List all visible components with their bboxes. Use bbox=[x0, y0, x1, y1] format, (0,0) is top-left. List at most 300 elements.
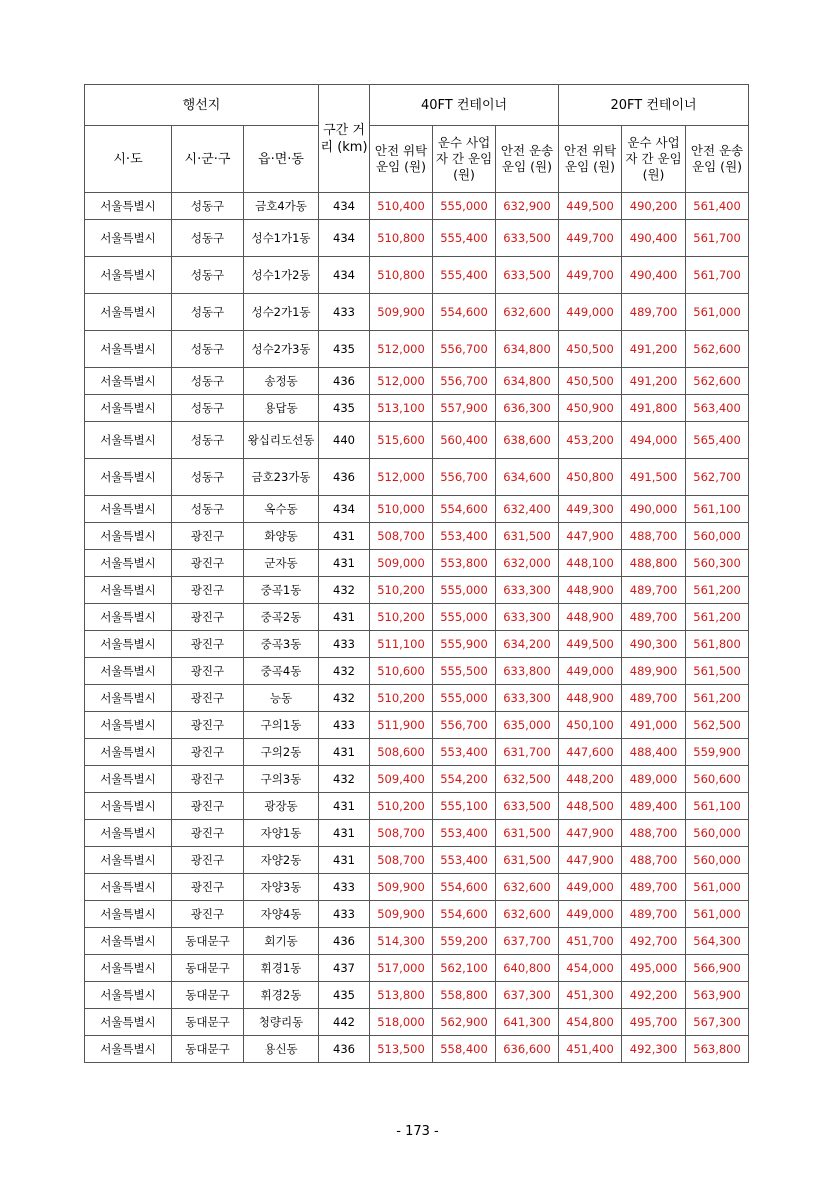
cell-dong: 능동 bbox=[244, 685, 319, 712]
cell-40ft-consign: 510,000 bbox=[370, 496, 433, 523]
cell-sido: 서울특별시 bbox=[85, 739, 172, 766]
cell-sido: 서울특별시 bbox=[85, 631, 172, 658]
cell-dong: 청량리동 bbox=[244, 1009, 319, 1036]
cell-20ft-carrier: 491,200 bbox=[622, 331, 686, 368]
cell-40ft-carrier: 555,900 bbox=[433, 631, 496, 658]
table-row bbox=[85, 685, 749, 712]
cell-20ft-consign: 447,900 bbox=[559, 847, 622, 874]
cell-distance: 432 bbox=[319, 685, 370, 712]
table-row bbox=[85, 395, 749, 422]
rate-table bbox=[84, 84, 749, 1063]
cell-40ft-carrier: 556,700 bbox=[433, 368, 496, 395]
cell-40ft-carrier: 556,700 bbox=[433, 712, 496, 739]
cell-40ft-carrier: 554,200 bbox=[433, 766, 496, 793]
header-40ft-consign: 안전 위탁 운임 (원) bbox=[370, 126, 433, 193]
cell-40ft-consign: 514,300 bbox=[370, 928, 433, 955]
cell-20ft-transport: 560,300 bbox=[686, 550, 749, 577]
cell-20ft-carrier: 489,400 bbox=[622, 793, 686, 820]
cell-sido: 서울특별시 bbox=[85, 955, 172, 982]
cell-20ft-transport: 561,200 bbox=[686, 685, 749, 712]
cell-40ft-transport: 641,300 bbox=[496, 1009, 559, 1036]
cell-40ft-transport: 634,800 bbox=[496, 331, 559, 368]
cell-20ft-consign: 449,300 bbox=[559, 496, 622, 523]
cell-40ft-consign: 510,600 bbox=[370, 658, 433, 685]
table-row bbox=[85, 496, 749, 523]
cell-sido: 서울특별시 bbox=[85, 422, 172, 459]
cell-20ft-consign: 451,400 bbox=[559, 1036, 622, 1063]
cell-sigungu: 광진구 bbox=[172, 766, 244, 793]
cell-sigungu: 성동구 bbox=[172, 395, 244, 422]
cell-40ft-consign: 513,800 bbox=[370, 982, 433, 1009]
cell-20ft-consign: 451,700 bbox=[559, 928, 622, 955]
cell-sigungu: 동대문구 bbox=[172, 928, 244, 955]
cell-20ft-carrier: 488,700 bbox=[622, 523, 686, 550]
cell-dong: 군자동 bbox=[244, 550, 319, 577]
cell-dong: 금호4가동 bbox=[244, 193, 319, 220]
cell-20ft-carrier: 488,700 bbox=[622, 820, 686, 847]
cell-sigungu: 광진구 bbox=[172, 577, 244, 604]
cell-sigungu: 성동구 bbox=[172, 459, 244, 496]
cell-sigungu: 광진구 bbox=[172, 847, 244, 874]
cell-sigungu: 광진구 bbox=[172, 793, 244, 820]
cell-20ft-transport: 561,500 bbox=[686, 658, 749, 685]
cell-40ft-transport: 636,600 bbox=[496, 1036, 559, 1063]
table-row bbox=[85, 257, 749, 294]
cell-dong: 회기동 bbox=[244, 928, 319, 955]
cell-40ft-consign: 510,400 bbox=[370, 193, 433, 220]
cell-40ft-consign: 510,800 bbox=[370, 220, 433, 257]
cell-20ft-consign: 448,500 bbox=[559, 793, 622, 820]
cell-sido: 서울특별시 bbox=[85, 982, 172, 1009]
table-row bbox=[85, 982, 749, 1009]
cell-sido: 서울특별시 bbox=[85, 793, 172, 820]
cell-20ft-transport: 562,600 bbox=[686, 331, 749, 368]
cell-20ft-carrier: 490,300 bbox=[622, 631, 686, 658]
table-row bbox=[85, 766, 749, 793]
cell-dong: 왕십리도선동 bbox=[244, 422, 319, 459]
cell-20ft-carrier: 491,200 bbox=[622, 368, 686, 395]
cell-20ft-transport: 561,700 bbox=[686, 220, 749, 257]
cell-40ft-transport: 632,600 bbox=[496, 294, 559, 331]
cell-40ft-transport: 633,500 bbox=[496, 220, 559, 257]
cell-20ft-carrier: 488,700 bbox=[622, 847, 686, 874]
table-row bbox=[85, 577, 749, 604]
cell-distance: 433 bbox=[319, 712, 370, 739]
cell-40ft-transport: 631,700 bbox=[496, 739, 559, 766]
cell-20ft-transport: 559,900 bbox=[686, 739, 749, 766]
cell-sigungu: 성동구 bbox=[172, 193, 244, 220]
cell-40ft-transport: 640,800 bbox=[496, 955, 559, 982]
cell-40ft-consign: 512,000 bbox=[370, 459, 433, 496]
cell-dong: 송정동 bbox=[244, 368, 319, 395]
cell-distance: 440 bbox=[319, 422, 370, 459]
cell-40ft-consign: 508,600 bbox=[370, 739, 433, 766]
cell-40ft-transport: 637,700 bbox=[496, 928, 559, 955]
table-row bbox=[85, 820, 749, 847]
header-20ft-carrier: 운수 사업자 간 운임 (원) bbox=[622, 126, 686, 193]
cell-20ft-transport: 564,300 bbox=[686, 928, 749, 955]
cell-40ft-carrier: 557,900 bbox=[433, 395, 496, 422]
cell-sido: 서울특별시 bbox=[85, 658, 172, 685]
table-row bbox=[85, 1009, 749, 1036]
cell-sido: 서울특별시 bbox=[85, 523, 172, 550]
cell-dong: 자양2동 bbox=[244, 847, 319, 874]
cell-20ft-carrier: 489,700 bbox=[622, 294, 686, 331]
cell-sido: 서울특별시 bbox=[85, 395, 172, 422]
cell-distance: 436 bbox=[319, 459, 370, 496]
cell-20ft-consign: 450,100 bbox=[559, 712, 622, 739]
cell-distance: 435 bbox=[319, 982, 370, 1009]
cell-dong: 용신동 bbox=[244, 1036, 319, 1063]
cell-distance: 431 bbox=[319, 793, 370, 820]
cell-20ft-consign: 449,500 bbox=[559, 631, 622, 658]
cell-40ft-consign: 510,200 bbox=[370, 577, 433, 604]
cell-sigungu: 광진구 bbox=[172, 604, 244, 631]
cell-40ft-transport: 632,500 bbox=[496, 766, 559, 793]
table-row bbox=[85, 793, 749, 820]
cell-20ft-consign: 449,000 bbox=[559, 874, 622, 901]
cell-20ft-transport: 563,400 bbox=[686, 395, 749, 422]
cell-sido: 서울특별시 bbox=[85, 901, 172, 928]
cell-40ft-carrier: 562,900 bbox=[433, 1009, 496, 1036]
cell-sigungu: 광진구 bbox=[172, 820, 244, 847]
cell-40ft-consign: 512,000 bbox=[370, 368, 433, 395]
cell-40ft-consign: 511,900 bbox=[370, 712, 433, 739]
cell-40ft-consign: 508,700 bbox=[370, 820, 433, 847]
cell-distance: 433 bbox=[319, 874, 370, 901]
table-row bbox=[85, 459, 749, 496]
header-20ft-consign: 안전 위탁 운임 (원) bbox=[559, 126, 622, 193]
cell-20ft-transport: 561,100 bbox=[686, 496, 749, 523]
cell-40ft-transport: 638,600 bbox=[496, 422, 559, 459]
cell-40ft-consign: 518,000 bbox=[370, 1009, 433, 1036]
cell-40ft-consign: 510,800 bbox=[370, 257, 433, 294]
cell-40ft-carrier: 555,400 bbox=[433, 257, 496, 294]
cell-20ft-transport: 560,000 bbox=[686, 847, 749, 874]
cell-sido: 서울특별시 bbox=[85, 874, 172, 901]
cell-distance: 436 bbox=[319, 368, 370, 395]
cell-sido: 서울특별시 bbox=[85, 847, 172, 874]
cell-dong: 구의1동 bbox=[244, 712, 319, 739]
cell-dong: 성수2가1동 bbox=[244, 294, 319, 331]
header-sido: 시·도 bbox=[85, 126, 172, 193]
cell-20ft-consign: 448,900 bbox=[559, 577, 622, 604]
cell-sigungu: 광진구 bbox=[172, 523, 244, 550]
cell-sido: 서울특별시 bbox=[85, 496, 172, 523]
table-row bbox=[85, 294, 749, 331]
cell-20ft-carrier: 491,800 bbox=[622, 395, 686, 422]
cell-40ft-carrier: 554,600 bbox=[433, 901, 496, 928]
table-row bbox=[85, 331, 749, 368]
cell-distance: 436 bbox=[319, 1036, 370, 1063]
cell-distance: 433 bbox=[319, 901, 370, 928]
table-row bbox=[85, 847, 749, 874]
cell-20ft-consign: 449,500 bbox=[559, 193, 622, 220]
cell-40ft-carrier: 555,000 bbox=[433, 193, 496, 220]
cell-sido: 서울특별시 bbox=[85, 220, 172, 257]
cell-40ft-transport: 633,300 bbox=[496, 685, 559, 712]
cell-sigungu: 광진구 bbox=[172, 658, 244, 685]
cell-distance: 434 bbox=[319, 496, 370, 523]
cell-distance: 435 bbox=[319, 331, 370, 368]
cell-40ft-transport: 633,300 bbox=[496, 604, 559, 631]
header-40ft: 40FT 컨테이너 bbox=[370, 85, 559, 126]
cell-40ft-carrier: 553,400 bbox=[433, 847, 496, 874]
cell-distance: 433 bbox=[319, 294, 370, 331]
cell-20ft-carrier: 489,900 bbox=[622, 658, 686, 685]
cell-40ft-transport: 631,500 bbox=[496, 847, 559, 874]
cell-20ft-transport: 561,200 bbox=[686, 577, 749, 604]
cell-20ft-consign: 450,900 bbox=[559, 395, 622, 422]
cell-distance: 431 bbox=[319, 523, 370, 550]
cell-40ft-transport: 631,500 bbox=[496, 523, 559, 550]
cell-20ft-transport: 567,300 bbox=[686, 1009, 749, 1036]
cell-40ft-consign: 509,900 bbox=[370, 901, 433, 928]
cell-sigungu: 광진구 bbox=[172, 712, 244, 739]
table-row bbox=[85, 523, 749, 550]
cell-40ft-transport: 633,300 bbox=[496, 577, 559, 604]
cell-20ft-consign: 451,300 bbox=[559, 982, 622, 1009]
cell-20ft-consign: 447,600 bbox=[559, 739, 622, 766]
cell-40ft-carrier: 562,100 bbox=[433, 955, 496, 982]
cell-40ft-carrier: 555,000 bbox=[433, 685, 496, 712]
cell-20ft-transport: 561,700 bbox=[686, 257, 749, 294]
cell-sigungu: 성동구 bbox=[172, 331, 244, 368]
cell-40ft-consign: 510,200 bbox=[370, 685, 433, 712]
cell-20ft-consign: 450,500 bbox=[559, 368, 622, 395]
header-40ft-transport: 안전 운송 운임 (원) bbox=[496, 126, 559, 193]
cell-20ft-consign: 448,900 bbox=[559, 685, 622, 712]
table-row bbox=[85, 739, 749, 766]
cell-40ft-consign: 510,200 bbox=[370, 793, 433, 820]
table-row bbox=[85, 901, 749, 928]
cell-20ft-transport: 561,400 bbox=[686, 193, 749, 220]
cell-sido: 서울특별시 bbox=[85, 712, 172, 739]
cell-40ft-carrier: 555,500 bbox=[433, 658, 496, 685]
cell-20ft-transport: 562,500 bbox=[686, 712, 749, 739]
cell-40ft-consign: 509,400 bbox=[370, 766, 433, 793]
cell-distance: 431 bbox=[319, 604, 370, 631]
cell-dong: 휘경1동 bbox=[244, 955, 319, 982]
cell-40ft-consign: 508,700 bbox=[370, 847, 433, 874]
cell-sigungu: 성동구 bbox=[172, 368, 244, 395]
cell-distance: 432 bbox=[319, 766, 370, 793]
cell-20ft-carrier: 490,200 bbox=[622, 193, 686, 220]
cell-sido: 서울특별시 bbox=[85, 294, 172, 331]
cell-sigungu: 광진구 bbox=[172, 901, 244, 928]
cell-40ft-transport: 634,800 bbox=[496, 368, 559, 395]
cell-sido: 서울특별시 bbox=[85, 604, 172, 631]
cell-dong: 구의2동 bbox=[244, 739, 319, 766]
cell-dong: 중곡3동 bbox=[244, 631, 319, 658]
cell-20ft-carrier: 488,800 bbox=[622, 550, 686, 577]
cell-40ft-consign: 517,000 bbox=[370, 955, 433, 982]
header-sigungu: 시·군·구 bbox=[172, 126, 244, 193]
cell-40ft-transport: 633,800 bbox=[496, 658, 559, 685]
cell-sido: 서울특별시 bbox=[85, 550, 172, 577]
table-row bbox=[85, 658, 749, 685]
header-region: 행선지 bbox=[85, 85, 319, 126]
table-header bbox=[85, 85, 749, 193]
cell-sigungu: 동대문구 bbox=[172, 982, 244, 1009]
cell-distance: 435 bbox=[319, 395, 370, 422]
cell-40ft-consign: 509,900 bbox=[370, 294, 433, 331]
cell-20ft-transport: 562,600 bbox=[686, 368, 749, 395]
cell-sido: 서울특별시 bbox=[85, 577, 172, 604]
cell-dong: 중곡2동 bbox=[244, 604, 319, 631]
cell-sigungu: 성동구 bbox=[172, 496, 244, 523]
cell-distance: 433 bbox=[319, 631, 370, 658]
cell-20ft-transport: 560,600 bbox=[686, 766, 749, 793]
cell-20ft-consign: 447,900 bbox=[559, 523, 622, 550]
cell-40ft-transport: 632,600 bbox=[496, 874, 559, 901]
cell-40ft-carrier: 553,400 bbox=[433, 739, 496, 766]
cell-20ft-consign: 449,000 bbox=[559, 658, 622, 685]
cell-40ft-carrier: 555,000 bbox=[433, 577, 496, 604]
cell-20ft-consign: 447,900 bbox=[559, 820, 622, 847]
table-row bbox=[85, 220, 749, 257]
cell-40ft-transport: 631,500 bbox=[496, 820, 559, 847]
cell-sido: 서울특별시 bbox=[85, 459, 172, 496]
cell-40ft-carrier: 554,600 bbox=[433, 496, 496, 523]
cell-20ft-carrier: 489,700 bbox=[622, 604, 686, 631]
cell-distance: 434 bbox=[319, 193, 370, 220]
cell-40ft-transport: 632,900 bbox=[496, 193, 559, 220]
cell-sido: 서울특별시 bbox=[85, 368, 172, 395]
cell-distance: 437 bbox=[319, 955, 370, 982]
cell-sigungu: 동대문구 bbox=[172, 1036, 244, 1063]
cell-distance: 431 bbox=[319, 550, 370, 577]
cell-40ft-consign: 509,900 bbox=[370, 874, 433, 901]
cell-20ft-carrier: 492,200 bbox=[622, 982, 686, 1009]
cell-dong: 옥수동 bbox=[244, 496, 319, 523]
table-row bbox=[85, 422, 749, 459]
cell-20ft-transport: 562,700 bbox=[686, 459, 749, 496]
cell-sigungu: 성동구 bbox=[172, 257, 244, 294]
cell-sigungu: 광진구 bbox=[172, 631, 244, 658]
cell-40ft-carrier: 555,400 bbox=[433, 220, 496, 257]
cell-20ft-consign: 454,800 bbox=[559, 1009, 622, 1036]
cell-sido: 서울특별시 bbox=[85, 257, 172, 294]
cell-sido: 서울특별시 bbox=[85, 685, 172, 712]
cell-20ft-carrier: 489,700 bbox=[622, 685, 686, 712]
table-row bbox=[85, 712, 749, 739]
table-row bbox=[85, 368, 749, 395]
cell-40ft-carrier: 556,700 bbox=[433, 459, 496, 496]
cell-20ft-carrier: 494,000 bbox=[622, 422, 686, 459]
cell-distance: 432 bbox=[319, 658, 370, 685]
cell-40ft-consign: 515,600 bbox=[370, 422, 433, 459]
table-row bbox=[85, 550, 749, 577]
cell-sigungu: 광진구 bbox=[172, 739, 244, 766]
cell-sigungu: 광진구 bbox=[172, 874, 244, 901]
cell-dong: 금호23가동 bbox=[244, 459, 319, 496]
cell-20ft-consign: 449,700 bbox=[559, 220, 622, 257]
cell-20ft-transport: 560,000 bbox=[686, 523, 749, 550]
cell-dong: 광장동 bbox=[244, 793, 319, 820]
cell-20ft-carrier: 489,000 bbox=[622, 766, 686, 793]
cell-sigungu: 성동구 bbox=[172, 294, 244, 331]
cell-20ft-transport: 563,900 bbox=[686, 982, 749, 1009]
cell-40ft-carrier: 554,600 bbox=[433, 874, 496, 901]
cell-20ft-carrier: 492,700 bbox=[622, 928, 686, 955]
cell-dong: 휘경2동 bbox=[244, 982, 319, 1009]
cell-20ft-consign: 449,000 bbox=[559, 294, 622, 331]
cell-sido: 서울특별시 bbox=[85, 1009, 172, 1036]
cell-40ft-carrier: 559,200 bbox=[433, 928, 496, 955]
table-row bbox=[85, 928, 749, 955]
cell-40ft-consign: 508,700 bbox=[370, 523, 433, 550]
cell-sigungu: 광진구 bbox=[172, 685, 244, 712]
cell-20ft-carrier: 490,400 bbox=[622, 257, 686, 294]
table-row bbox=[85, 874, 749, 901]
cell-20ft-consign: 449,700 bbox=[559, 257, 622, 294]
cell-dong: 중곡4동 bbox=[244, 658, 319, 685]
cell-dong: 구의3동 bbox=[244, 766, 319, 793]
cell-20ft-carrier: 495,000 bbox=[622, 955, 686, 982]
cell-dong: 성수1가1동 bbox=[244, 220, 319, 257]
cell-20ft-carrier: 489,700 bbox=[622, 901, 686, 928]
cell-20ft-transport: 561,200 bbox=[686, 604, 749, 631]
cell-20ft-carrier: 489,700 bbox=[622, 874, 686, 901]
cell-distance: 434 bbox=[319, 257, 370, 294]
cell-20ft-consign: 453,200 bbox=[559, 422, 622, 459]
cell-dong: 중곡1동 bbox=[244, 577, 319, 604]
cell-20ft-transport: 565,400 bbox=[686, 422, 749, 459]
cell-40ft-transport: 633,500 bbox=[496, 793, 559, 820]
cell-40ft-transport: 635,000 bbox=[496, 712, 559, 739]
cell-20ft-consign: 449,000 bbox=[559, 901, 622, 928]
table-body bbox=[85, 193, 749, 1063]
cell-40ft-carrier: 556,700 bbox=[433, 331, 496, 368]
cell-20ft-consign: 454,000 bbox=[559, 955, 622, 982]
table-row bbox=[85, 955, 749, 982]
cell-20ft-consign: 448,100 bbox=[559, 550, 622, 577]
cell-40ft-transport: 633,500 bbox=[496, 257, 559, 294]
cell-sido: 서울특별시 bbox=[85, 193, 172, 220]
cell-sido: 서울특별시 bbox=[85, 820, 172, 847]
cell-40ft-carrier: 560,400 bbox=[433, 422, 496, 459]
cell-40ft-carrier: 554,600 bbox=[433, 294, 496, 331]
cell-40ft-carrier: 555,000 bbox=[433, 604, 496, 631]
cell-sigungu: 동대문구 bbox=[172, 955, 244, 982]
table-row bbox=[85, 1036, 749, 1063]
header-20ft-transport: 안전 운송 운임 (원) bbox=[686, 126, 749, 193]
cell-20ft-carrier: 492,300 bbox=[622, 1036, 686, 1063]
cell-40ft-transport: 634,200 bbox=[496, 631, 559, 658]
cell-dong: 용답동 bbox=[244, 395, 319, 422]
cell-20ft-transport: 561,800 bbox=[686, 631, 749, 658]
cell-20ft-transport: 563,800 bbox=[686, 1036, 749, 1063]
cell-40ft-transport: 637,300 bbox=[496, 982, 559, 1009]
cell-40ft-transport: 636,300 bbox=[496, 395, 559, 422]
cell-20ft-consign: 448,200 bbox=[559, 766, 622, 793]
cell-distance: 436 bbox=[319, 928, 370, 955]
cell-20ft-transport: 566,900 bbox=[686, 955, 749, 982]
cell-20ft-transport: 561,100 bbox=[686, 793, 749, 820]
cell-20ft-carrier: 488,400 bbox=[622, 739, 686, 766]
cell-40ft-consign: 513,100 bbox=[370, 395, 433, 422]
cell-40ft-consign: 512,000 bbox=[370, 331, 433, 368]
cell-40ft-carrier: 555,100 bbox=[433, 793, 496, 820]
cell-40ft-carrier: 553,400 bbox=[433, 820, 496, 847]
cell-distance: 442 bbox=[319, 1009, 370, 1036]
cell-20ft-transport: 561,000 bbox=[686, 294, 749, 331]
cell-distance: 431 bbox=[319, 820, 370, 847]
table-row bbox=[85, 193, 749, 220]
cell-40ft-consign: 513,500 bbox=[370, 1036, 433, 1063]
cell-20ft-consign: 450,500 bbox=[559, 331, 622, 368]
